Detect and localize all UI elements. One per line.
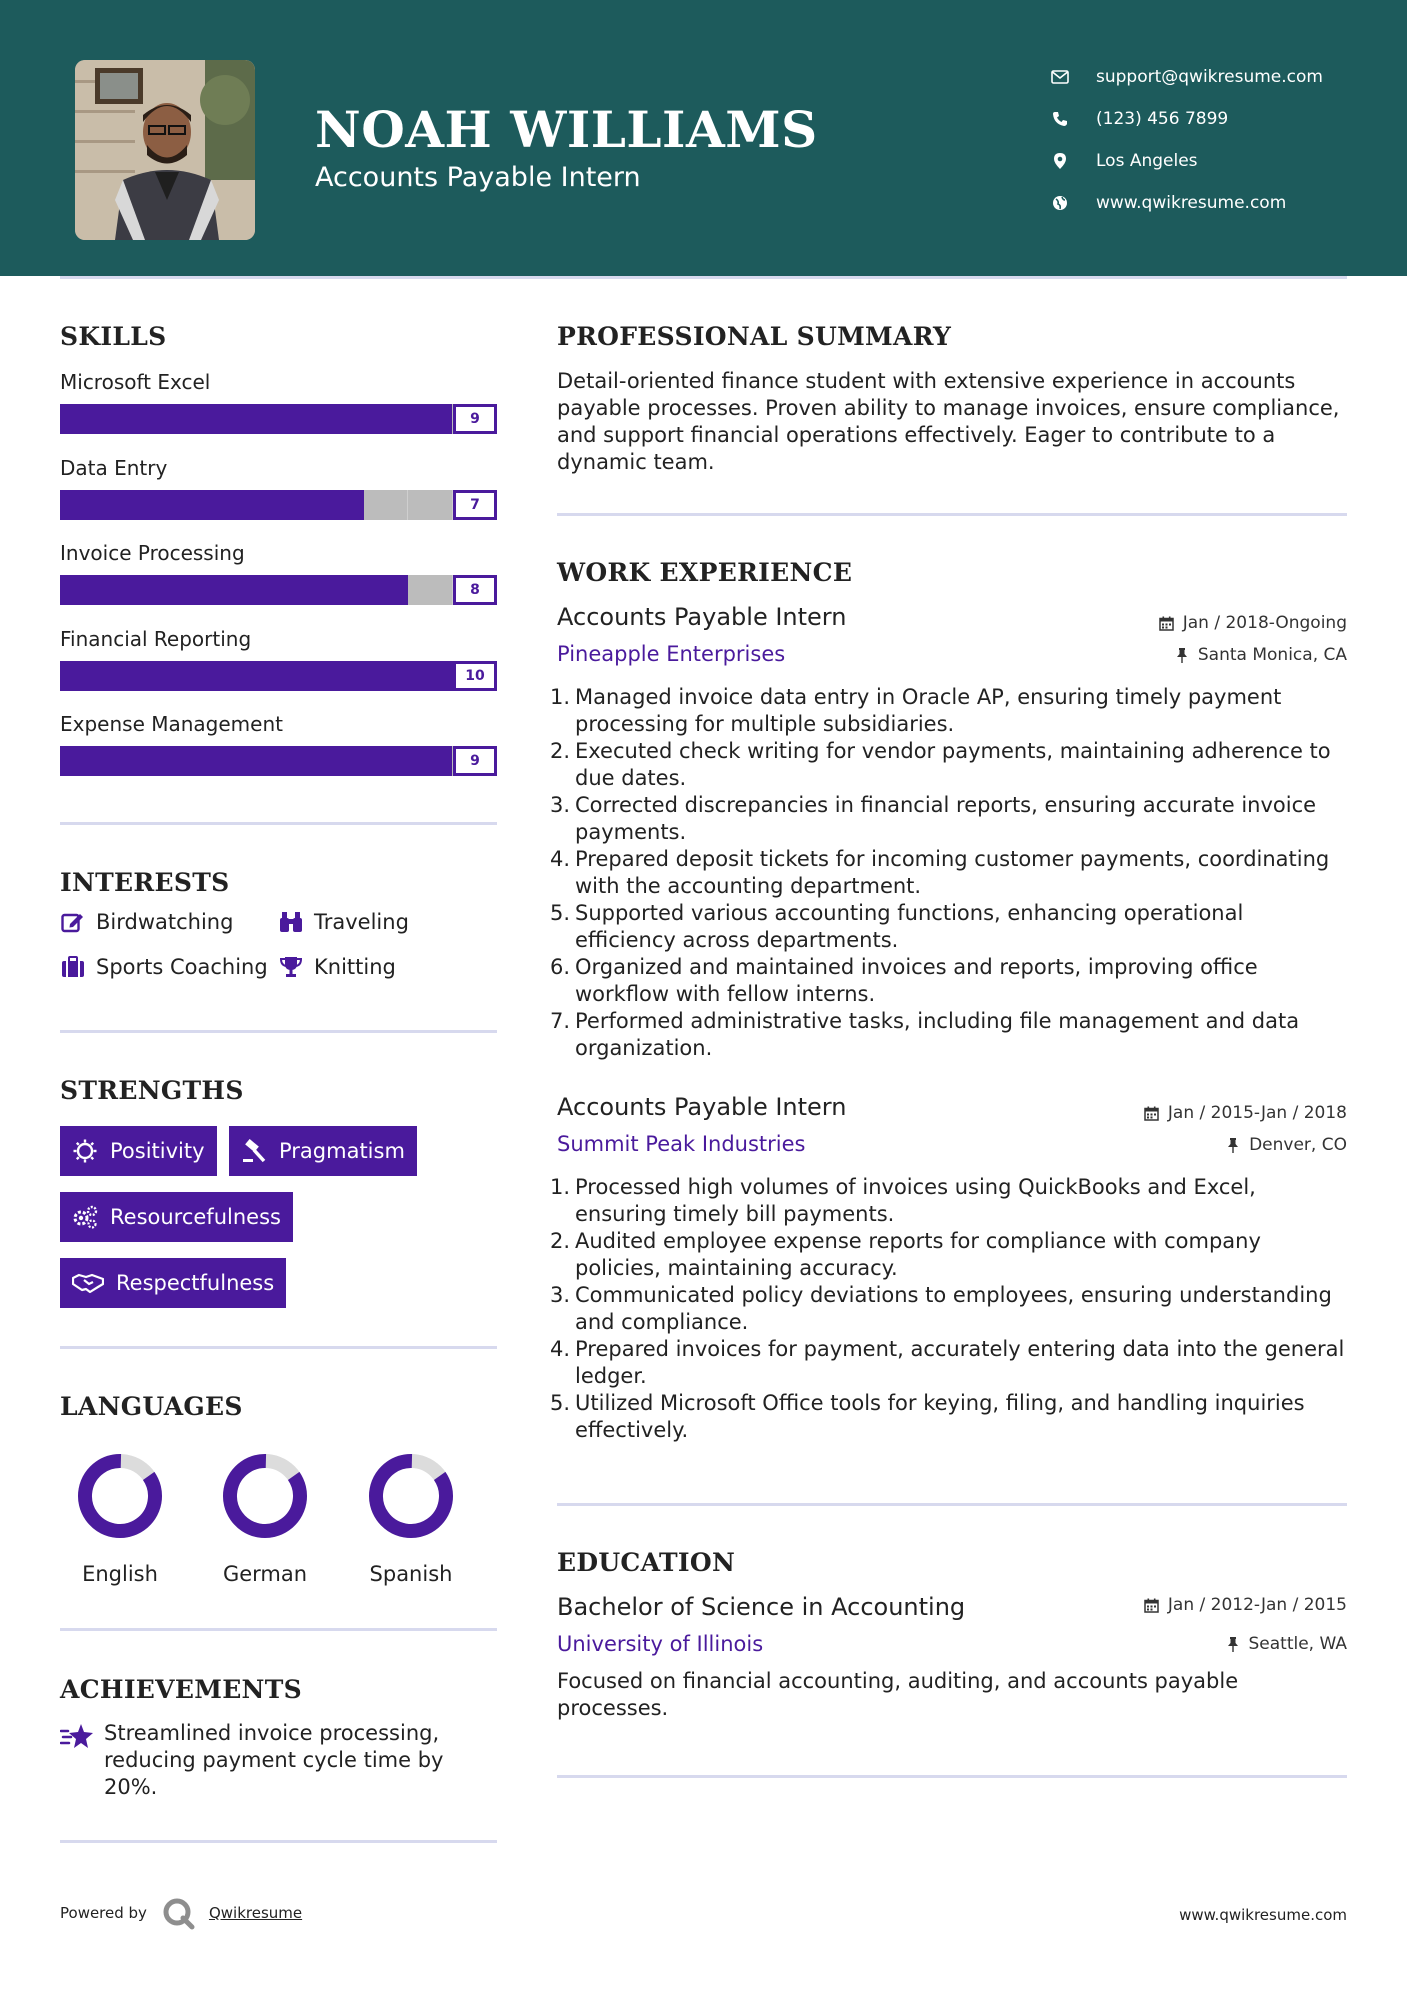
job-date-text: Jan / 2015-Jan / 2018 <box>1167 1103 1347 1123</box>
gavel-icon <box>241 1138 267 1164</box>
responsibility-item: Corrected discrepancies in financial reports, ensuring accurate invoice payments. <box>575 793 1317 844</box>
language-proficiency-donut <box>367 1452 455 1540</box>
interest-item <box>60 955 268 979</box>
strength-label: Positivity <box>110 1139 205 1163</box>
skill-bar-segment <box>104 575 148 605</box>
skill-name: Invoice Processing <box>60 541 245 565</box>
strength-label: Respectfulness <box>116 1271 275 1295</box>
skill-bar-segment <box>365 404 409 434</box>
contact-website[interactable] <box>1050 182 1323 224</box>
interest-item <box>278 955 396 979</box>
skill-name: Expense Management <box>60 712 283 736</box>
skill-bar-segment <box>147 661 191 691</box>
skill-bar-segment <box>147 490 190 520</box>
responsibility-item: Supported various accounting functions, enhancing operational efficiency across departments. <box>575 901 1244 952</box>
strengths-heading: STRENGTHS <box>60 1076 244 1105</box>
powered-by-label: Powered by <box>60 1904 147 1922</box>
contact-location-text: Los Angeles <box>1096 151 1198 171</box>
skill-bar-segment <box>60 746 104 776</box>
strength-badge <box>60 1192 293 1242</box>
job-date-text: Jan / 2018-Ongoing <box>1182 613 1347 633</box>
skills-list <box>60 368 497 796</box>
education-date-text: Jan / 2012-Jan / 2015 <box>1167 1595 1347 1615</box>
skill-bar-segment <box>60 661 104 691</box>
language-proficiency-donut <box>221 1452 309 1540</box>
donut-fill <box>76 1452 164 1540</box>
contact-email[interactable] <box>1050 56 1323 98</box>
interest-label: Birdwatching <box>96 910 234 934</box>
achievements-divider <box>60 1840 497 1843</box>
skill-bar-segment <box>147 746 191 776</box>
language-item <box>60 1452 180 1586</box>
interest-label: Sports Coaching <box>96 955 268 979</box>
job-location <box>1225 1135 1347 1155</box>
achievement-item <box>60 1720 497 1801</box>
interests-divider <box>60 1030 497 1033</box>
responsibility-item: Performed administrative tasks, including file management and data organization. <box>575 1009 1300 1060</box>
skill-bar-segment <box>278 746 322 776</box>
skill-bar-segment <box>147 404 191 434</box>
skill-level-bar <box>60 490 497 520</box>
edit-icon <box>60 910 86 934</box>
skills-divider <box>60 822 497 825</box>
strengths-divider <box>60 1346 497 1349</box>
pushpin-icon <box>1174 647 1190 663</box>
strength-label: Pragmatism <box>279 1139 405 1163</box>
suitcase-icon <box>60 955 86 979</box>
skill-bar-segment <box>191 575 235 605</box>
pushpin-icon <box>1225 1636 1241 1652</box>
qwikresume-logo-icon[interactable] <box>161 1896 195 1930</box>
skill-name: Data Entry <box>60 455 168 480</box>
skill-bar-segment <box>408 575 453 605</box>
interest-item <box>60 910 233 934</box>
skill-item <box>60 625 497 711</box>
job-location-text: Denver, CO <box>1249 1135 1347 1155</box>
globe-icon <box>1050 194 1070 212</box>
skill-item <box>60 710 497 796</box>
contact-list <box>1050 56 1323 224</box>
school-name: University of Illinois <box>557 1632 764 1656</box>
skill-bar-segment <box>60 575 104 605</box>
skill-bar-segment <box>104 746 148 776</box>
strength-badge <box>60 1126 217 1176</box>
skill-bar-segment <box>409 746 453 776</box>
job-date <box>1144 1103 1347 1123</box>
contact-phone[interactable] <box>1050 98 1323 140</box>
footer-website[interactable]: www.qwikresume.com <box>1179 1906 1347 1924</box>
phone-icon <box>1050 110 1070 128</box>
skill-level-value: 9 <box>453 404 497 434</box>
responsibility-item: Managed invoice data entry in Oracle AP, ensuring timely payment processing for multiple subsidiaries. <box>575 685 1282 736</box>
languages-heading: LANGUAGES <box>60 1392 243 1421</box>
language-item <box>351 1452 471 1586</box>
skill-bar-segment <box>190 490 233 520</box>
strength-badge <box>229 1126 417 1176</box>
donut-fill <box>367 1452 455 1540</box>
skill-bar-segment <box>365 746 409 776</box>
skill-item <box>60 368 497 454</box>
qwikresume-link[interactable]: Qwikresume <box>208 1904 303 1922</box>
language-proficiency-donut <box>76 1452 164 1540</box>
skill-level-value: 9 <box>453 746 497 776</box>
footer-powered <box>60 1896 302 1930</box>
gears-icon <box>72 1204 98 1230</box>
interest-label: Knitting <box>314 955 396 979</box>
skill-bar-segment <box>278 575 322 605</box>
candidate-role: Accounts Payable Intern <box>315 162 641 193</box>
skill-bar-segment <box>409 404 453 434</box>
candidate-name: NOAH WILLIAMS <box>315 100 818 159</box>
education-location <box>1225 1634 1348 1654</box>
skill-bar-segment <box>320 490 363 520</box>
skill-bar-segment <box>234 404 278 434</box>
responsibility-item: Processed high volumes of invoices using QuickBooks and Excel, ensuring timely bill payments. <box>575 1175 1256 1226</box>
skill-bar-segment <box>235 661 279 691</box>
education-location-text: Seattle, WA <box>1248 1634 1347 1654</box>
skill-bar-segment <box>277 490 320 520</box>
skill-level-value: 10 <box>453 661 497 691</box>
strength-label: Resourcefulness <box>110 1205 281 1229</box>
skill-name: Microsoft Excel <box>60 370 211 394</box>
calendar-icon <box>1144 1105 1160 1121</box>
calendar-icon <box>1144 1597 1160 1613</box>
responsibility-item: Audited employee expense reports for compliance with company policies, maintaining accuracy. <box>575 1229 1261 1280</box>
skill-level-value: 8 <box>453 575 497 605</box>
interests-heading: INTERESTS <box>60 868 230 897</box>
skill-bar-segment <box>60 404 104 434</box>
education-divider <box>557 1775 1347 1778</box>
responsibility-item: Executed check writing for vendor payments, maintaining adherence to due dates. <box>575 739 1331 790</box>
job-location <box>1174 645 1347 665</box>
skill-bar-segment <box>147 575 191 605</box>
strength-badge <box>60 1258 286 1308</box>
achievements-heading: ACHIEVEMENTS <box>60 1675 302 1704</box>
responsibility-item: Utilized Microsoft Office tools for keying, filing, and handling inquiries effectively. <box>575 1391 1305 1442</box>
contact-website-text: www.qwikresume.com <box>1096 193 1287 213</box>
job-title: Accounts Payable Intern <box>557 603 847 631</box>
contact-phone-text: (123) 456 7899 <box>1096 109 1229 129</box>
interest-label: Traveling <box>314 910 409 934</box>
skill-level-bar <box>60 575 497 605</box>
experience-divider <box>557 1503 1347 1506</box>
language-name: Spanish <box>369 1562 453 1586</box>
responsibility-item: Communicated policy deviations to employees, ensuring understanding and compliance. <box>575 1283 1332 1334</box>
skill-bar-segment <box>365 575 409 605</box>
header-divider <box>60 276 1347 279</box>
responsibility-item: Prepared invoices for payment, accurately entering data into the general ledger. <box>575 1337 1345 1388</box>
skill-item <box>60 454 497 540</box>
donut-fill <box>221 1452 309 1540</box>
skill-item <box>60 539 497 625</box>
skill-bar-segment <box>364 490 408 520</box>
skills-heading: SKILLS <box>60 322 167 351</box>
skill-bar-segment <box>234 575 278 605</box>
map-pin-icon <box>1050 152 1070 170</box>
education-date <box>1144 1595 1347 1615</box>
skill-bar-segment <box>321 575 365 605</box>
language-name: English <box>82 1562 158 1586</box>
skill-bar-segment <box>234 746 278 776</box>
envelope-icon <box>1050 68 1070 86</box>
skill-bar-segment <box>410 661 454 691</box>
shooting-star-icon <box>60 1722 94 1752</box>
skill-bar-segment <box>191 404 235 434</box>
achievement-text: Streamlined invoice processing, reducing payment cycle time by 20%. <box>104 1721 444 1799</box>
education-heading: EDUCATION <box>557 1548 736 1577</box>
profile-photo <box>75 60 255 240</box>
skill-bar-segment <box>191 661 235 691</box>
responsibility-item: Organized and maintained invoices and reports, improving office workflow with fellow interns. <box>575 955 1258 1006</box>
summary-heading: PROFESSIONAL SUMMARY <box>557 322 952 351</box>
skill-bar-segment <box>408 490 452 520</box>
languages-divider <box>60 1628 497 1631</box>
handshake-icon <box>72 1270 104 1296</box>
experience-heading: WORK EXPERIENCE <box>557 558 853 587</box>
responsibility-item: Prepared deposit tickets for incoming customer payments, coordinating with the accounting department. <box>575 847 1330 898</box>
summary-divider <box>557 513 1347 516</box>
job-location-text: Santa Monica, CA <box>1197 645 1347 665</box>
skill-bar-segment <box>60 490 103 520</box>
skill-level-value: 7 <box>453 490 497 520</box>
summary-text: Detail-oriented finance student with extensive experience in accounts payable processes. Proven ability to manage invoices, ensure compliance, and support financial operations effectively. Eager to contribute to a dynamic team. <box>557 369 1340 474</box>
skill-bar-segment <box>322 746 366 776</box>
skill-bar-segment <box>191 746 235 776</box>
skill-bar-segment <box>366 661 410 691</box>
education-description: Focused on financial accounting, auditing, and accounts payable processes. <box>557 1669 1239 1720</box>
skill-bar-segment <box>103 490 146 520</box>
binoculars-icon <box>278 910 304 934</box>
trophy-icon <box>278 955 304 979</box>
job-title: Accounts Payable Intern <box>557 1093 847 1121</box>
skill-level-bar <box>60 661 497 691</box>
job-company: Summit Peak Industries <box>557 1132 806 1156</box>
job-responsibilities <box>557 684 1347 1062</box>
pushpin-icon <box>1225 1137 1241 1153</box>
calendar-icon <box>1159 615 1175 631</box>
skill-bar-segment <box>279 661 323 691</box>
skill-level-bar <box>60 746 497 776</box>
skill-bar-segment <box>234 490 277 520</box>
degree-title: Bachelor of Science in Accounting <box>557 1593 966 1621</box>
sun-icon <box>72 1138 98 1164</box>
language-name: German <box>222 1562 308 1586</box>
resume-header <box>0 0 1407 276</box>
skill-bar-segment <box>104 404 148 434</box>
skill-bar-segment <box>278 404 322 434</box>
skill-name: Financial Reporting <box>60 626 252 651</box>
skill-bar-segment <box>104 661 148 691</box>
skill-level-bar <box>60 404 497 434</box>
job-responsibilities <box>557 1174 1347 1444</box>
interest-item <box>278 910 409 934</box>
job-company: Pineapple Enterprises <box>557 642 786 666</box>
skill-bar-segment <box>322 404 366 434</box>
language-item <box>205 1452 325 1586</box>
job-date <box>1159 613 1347 633</box>
skill-bar-segment <box>322 661 366 691</box>
contact-email-text: support@qwikresume.com <box>1096 67 1323 87</box>
contact-location <box>1050 140 1323 182</box>
